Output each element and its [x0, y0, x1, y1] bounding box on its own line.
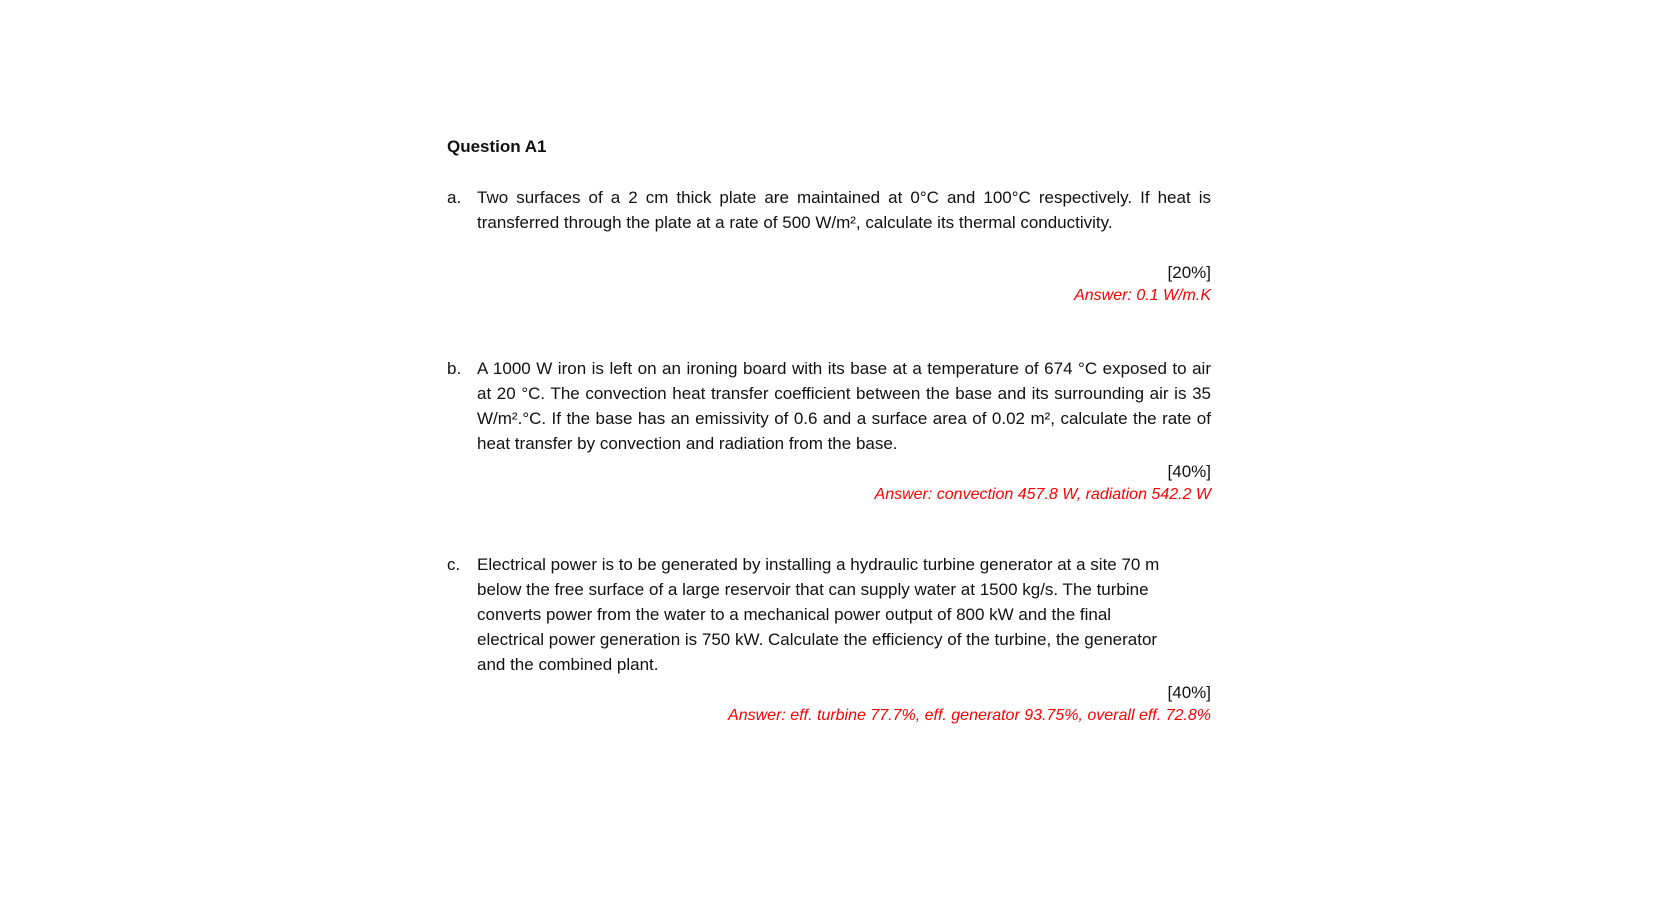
question-text: Two surfaces of a 2 cm thick plate are maintained at 0°C and 100°C respectively. If heat is transferred through the plate at a rate of 500 W/m², calculate its thermal conductivity.: [477, 188, 1211, 232]
question-weight: [20%]: [1167, 263, 1211, 282]
answer-text: Answer: 0.1 W/m.K: [1074, 287, 1211, 304]
question-weight: [40%]: [1167, 462, 1211, 481]
question-b: [447, 356, 1211, 506]
question-marker: c.: [447, 555, 461, 574]
question-c: [447, 552, 1211, 727]
answer-text: Answer: eff. turbine 77.7%, eff. generator 93.75%, overall eff. 72.8%: [728, 707, 1211, 724]
question-marker: a.: [447, 188, 462, 207]
question-weight: [40%]: [1167, 683, 1211, 702]
question-text: A 1000 W iron is left on an ironing board with its base at a temperature of 674 °C exposed to air at 20 °C. The convection heat transfer coefficient between the base and its surrounding air is 35 W/m².°C. If the base has an emissivity of 0.6 and a surface area of 0.02 m², calculate the rate of heat transfer by convection and radiation from the base.: [477, 359, 1211, 453]
question-text: Electrical power is to be generated by installing a hydraulic turbine generator at a site 70 m below the free surface of a large reservoir that can supply water at 1500 kg/s. The turbine converts power from the water to a mechanical power output of 800 kW and the final electrical power generation is 750 kW. Calculate the efficiency of the turbine, the generator and the combined plant.: [477, 555, 1160, 674]
answer-text: Answer: convection 457.8 W, radiation 542.2 W: [874, 486, 1211, 503]
question-a: [447, 185, 1211, 307]
question-marker: b.: [447, 359, 462, 378]
question-heading: Question A1: [447, 137, 547, 156]
